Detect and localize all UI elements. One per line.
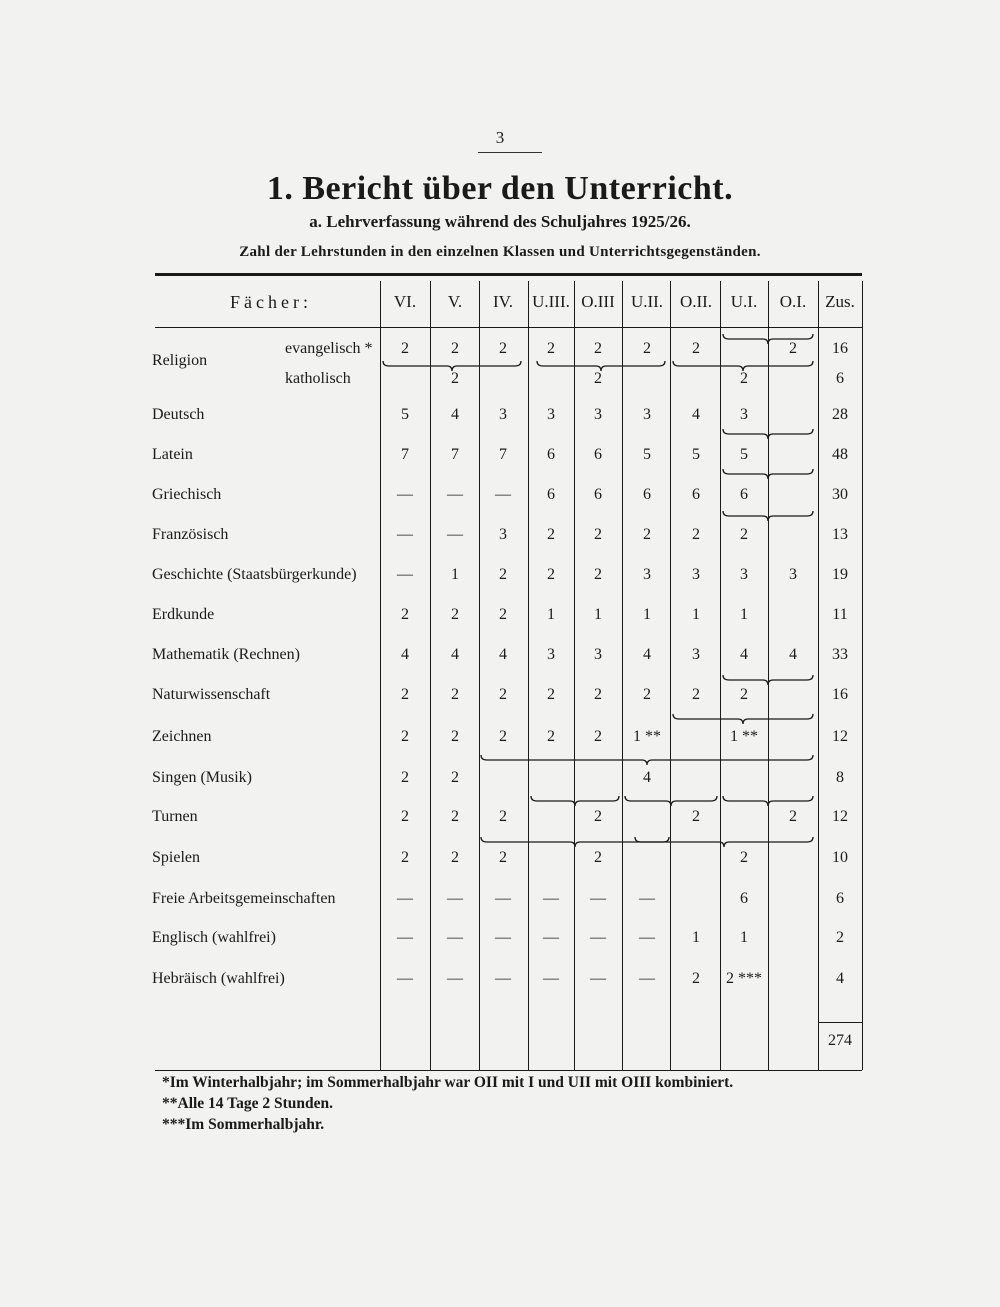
combined-classes-brace	[530, 795, 620, 807]
row-total: 12	[832, 728, 848, 745]
footnote-text: Alle 14 Tage 2 Stunden.	[177, 1095, 333, 1112]
page-title: 1. Bericht über den Unterricht.	[266, 170, 734, 207]
hours-cell: 1	[594, 606, 602, 623]
hours-cell: —	[397, 970, 413, 987]
hours-cell: 7	[451, 446, 459, 463]
hours-cell: 1	[692, 606, 700, 623]
hours-cell: 2	[401, 769, 409, 786]
subject-label: Französisch	[152, 526, 229, 543]
subject-label: Erdkunde	[152, 606, 215, 623]
page-number: 3	[495, 128, 505, 147]
hours-cell: 2	[499, 686, 507, 703]
hours-cell: 4	[740, 646, 748, 663]
table-caption: Zahl der Lehrstunden in den einzelnen Klassen und Unterrichtsgegenständen.	[239, 244, 761, 260]
hours-cell: 2	[594, 849, 602, 866]
hours-cell: 3	[499, 526, 507, 543]
combined-classes-brace	[722, 333, 814, 345]
subject-label: Freie Arbeitsgemeinschaften	[152, 890, 336, 907]
hours-cell: 2	[594, 686, 602, 703]
hours-cell: 1	[740, 606, 748, 623]
hours-cell: 6	[740, 890, 748, 907]
hours-cell: 2	[499, 566, 507, 583]
hours-cell: —	[639, 970, 655, 987]
hours-cell: 3	[692, 646, 700, 663]
hours-cell: 5	[401, 406, 409, 423]
column-divider	[862, 281, 863, 1070]
row-total: 16	[832, 686, 848, 703]
hours-cell: 2	[451, 686, 459, 703]
hours-cell: 2	[547, 526, 555, 543]
hours-cell: —	[397, 929, 413, 946]
hours-cell: —	[639, 890, 655, 907]
hours-cell: —	[590, 929, 606, 946]
hours-cell: 2	[692, 686, 700, 703]
hours-cell: 6	[594, 486, 602, 503]
hours-cell: 4	[643, 769, 651, 786]
class-header: U.I.	[730, 292, 758, 311]
row-total: 8	[836, 769, 844, 786]
row-total: 28	[832, 406, 848, 423]
combined-classes-brace	[722, 510, 814, 522]
row-total: 16	[832, 340, 848, 357]
hours-cell: 4	[451, 646, 459, 663]
combined-classes-brace	[722, 468, 814, 480]
class-header: O.II.	[679, 292, 713, 311]
hours-cell: 2	[740, 686, 748, 703]
subject-label: Zeichnen	[152, 728, 212, 745]
hours-cell: 2	[401, 606, 409, 623]
class-header: U.II.	[630, 292, 664, 311]
hours-cell: 5	[740, 446, 748, 463]
subject-label: Deutsch	[152, 406, 205, 423]
column-divider	[720, 281, 721, 1070]
column-divider	[818, 281, 819, 1070]
combined-classes-brace	[634, 836, 814, 848]
hours-cell: 3	[547, 406, 555, 423]
total-rule	[818, 1022, 862, 1023]
footnote-mark: *	[162, 1074, 170, 1091]
total-header: Zus.	[825, 292, 855, 311]
column-divider	[528, 281, 529, 1070]
row-total: 6	[836, 890, 844, 907]
subject-label: Singen (Musik)	[152, 769, 252, 786]
hours-cell: 3	[643, 566, 651, 583]
hours-cell: 6	[594, 446, 602, 463]
footnote-mark: ***	[162, 1116, 186, 1133]
hours-cell: 3	[789, 566, 797, 583]
class-header: O.III	[581, 292, 615, 311]
hours-cell: 6	[692, 486, 700, 503]
class-header: O.I.	[779, 292, 807, 311]
hours-cell: 2	[594, 728, 602, 745]
hours-cell: 3	[643, 406, 651, 423]
hours-cell: 2	[547, 728, 555, 745]
hours-cell: —	[495, 486, 511, 503]
subject-label: Naturwissenschaft	[152, 686, 271, 703]
hours-cell: —	[495, 890, 511, 907]
hours-cell: 3	[594, 646, 602, 663]
hours-cell: 2	[401, 728, 409, 745]
row-total: 19	[832, 566, 848, 583]
hours-cell: 2	[451, 849, 459, 866]
row-total: 6	[836, 370, 844, 387]
row-total: 33	[832, 646, 848, 663]
header-bottom-rule	[155, 327, 862, 328]
column-divider	[479, 281, 480, 1070]
hours-cell: 7	[401, 446, 409, 463]
hours-cell: 2	[643, 686, 651, 703]
combined-classes-brace	[382, 360, 522, 372]
hours-cell: 2	[499, 606, 507, 623]
hours-cell: 1	[692, 929, 700, 946]
hours-cell: 1	[547, 606, 555, 623]
hours-cell: 2	[594, 566, 602, 583]
combined-classes-brace	[624, 795, 718, 807]
hours-cell: —	[590, 890, 606, 907]
hours-cell: 2	[692, 808, 700, 825]
column-divider	[380, 281, 381, 1070]
hours-cell: 2	[547, 686, 555, 703]
table-bottom-rule	[155, 1070, 862, 1071]
grand-total: 274	[828, 1032, 852, 1049]
row-total: 10	[832, 849, 848, 866]
subject-sublabel: katholisch	[285, 370, 351, 387]
hours-cell: —	[397, 526, 413, 543]
hours-cell: 2	[451, 769, 459, 786]
hours-cell: 7	[499, 446, 507, 463]
hours-cell: 2	[740, 849, 748, 866]
hours-cell: —	[397, 566, 413, 583]
page-number-rule	[478, 152, 542, 153]
hours-cell: 2	[594, 370, 602, 387]
footnote-3	[162, 1116, 733, 1137]
class-header: U.III.	[532, 292, 570, 311]
subject-label: Mathematik (Rechnen)	[152, 646, 300, 663]
hours-cell: 2	[451, 606, 459, 623]
hours-cell: —	[543, 929, 559, 946]
hours-cell: 3	[547, 646, 555, 663]
hours-cell: —	[447, 970, 463, 987]
footnote-text: Im Winterhalbjahr; im Sommerhalbjahr war OII mit I und UII mit OIII kombiniert.	[169, 1074, 734, 1091]
hours-cell: —	[543, 970, 559, 987]
combined-classes-brace	[480, 754, 814, 766]
row-total: 4	[836, 970, 844, 987]
subject-label: Turnen	[152, 808, 198, 825]
column-divider	[574, 281, 575, 1070]
row-total: 12	[832, 808, 848, 825]
hours-cell: 1	[643, 606, 651, 623]
hours-cell: 2	[451, 340, 459, 357]
row-total: 13	[832, 526, 848, 543]
hours-cell: 2	[643, 526, 651, 543]
hours-cell: 2	[740, 526, 748, 543]
hours-cell: 3	[594, 406, 602, 423]
hours-cell: 2	[789, 340, 797, 357]
hours-cell: 2	[594, 340, 602, 357]
hours-cell: 3	[740, 566, 748, 583]
hours-cell: 2	[499, 728, 507, 745]
hours-cell: —	[397, 486, 413, 503]
subjects-header: Fächer:	[230, 292, 312, 312]
hours-cell: —	[447, 929, 463, 946]
hours-cell: 4	[401, 646, 409, 663]
hours-cell: 2	[401, 849, 409, 866]
row-total: 11	[832, 606, 848, 623]
hours-cell: 6	[740, 486, 748, 503]
hours-cell: 2	[547, 566, 555, 583]
hours-cell: 4	[451, 406, 459, 423]
hours-cell: 3	[692, 566, 700, 583]
hours-cell: 1 **	[633, 728, 661, 745]
hours-cell: 1	[451, 566, 459, 583]
hours-cell: 2	[499, 808, 507, 825]
class-header: V.	[447, 292, 463, 311]
hours-cell: 2	[451, 808, 459, 825]
hours-cell: —	[447, 526, 463, 543]
hours-cell: 2	[401, 686, 409, 703]
hours-cell: 4	[499, 646, 507, 663]
hours-cell: 2	[789, 808, 797, 825]
hours-cell: —	[590, 970, 606, 987]
row-total: 48	[832, 446, 848, 463]
hours-cell: 3	[740, 406, 748, 423]
subject-label: Geschichte (Staatsbürgerkunde)	[152, 566, 357, 583]
hours-cell: 4	[789, 646, 797, 663]
column-divider	[430, 281, 431, 1070]
hours-cell: 2	[740, 370, 748, 387]
footnote-1	[162, 1074, 733, 1095]
class-header: IV.	[493, 292, 513, 311]
hours-cell: —	[495, 970, 511, 987]
hours-cell: 2	[692, 340, 700, 357]
hours-cell: 6	[547, 446, 555, 463]
subject-sublabel: evangelisch *	[285, 340, 373, 357]
hours-cell: 4	[643, 646, 651, 663]
hours-cell: 3	[499, 406, 507, 423]
hours-cell: 2 ***	[726, 970, 762, 987]
hours-cell: 2	[692, 970, 700, 987]
hours-cell: —	[543, 890, 559, 907]
table-top-rule	[155, 273, 862, 276]
subject-label: Englisch (wahlfrei)	[152, 929, 276, 946]
footnotes	[162, 1074, 733, 1137]
hours-cell: 5	[692, 446, 700, 463]
hours-cell: —	[447, 890, 463, 907]
hours-cell: —	[397, 890, 413, 907]
hours-cell: 2	[401, 340, 409, 357]
hours-cell: 2	[401, 808, 409, 825]
combined-classes-brace	[722, 674, 814, 686]
combined-classes-brace	[672, 713, 814, 725]
footnote-mark: **	[162, 1095, 178, 1112]
hours-cell: 6	[547, 486, 555, 503]
column-divider	[670, 281, 671, 1070]
hours-cell: 2	[499, 340, 507, 357]
hours-cell: 2	[594, 808, 602, 825]
footnote-text: Im Sommerhalbjahr.	[185, 1116, 325, 1133]
hours-cell: 2	[451, 728, 459, 745]
hours-cell: —	[495, 929, 511, 946]
subject-label: Griechisch	[152, 486, 222, 503]
hours-cell: 4	[692, 406, 700, 423]
subject-label: Latein	[152, 446, 193, 463]
subject-label: Spielen	[152, 849, 200, 866]
row-total: 30	[832, 486, 848, 503]
hours-cell: 2	[547, 340, 555, 357]
subject-label: Religion	[152, 352, 208, 369]
column-divider	[622, 281, 623, 1070]
hours-cell: —	[639, 929, 655, 946]
hours-cell: 1 **	[730, 728, 758, 745]
combined-classes-brace	[722, 428, 814, 440]
subject-label: Hebräisch (wahlfrei)	[152, 970, 285, 987]
hours-cell: 6	[643, 486, 651, 503]
hours-cell: 1	[740, 929, 748, 946]
section-subtitle: a. Lehrverfassung während des Schuljahres 1925/26.	[309, 212, 691, 231]
hours-cell: 5	[643, 446, 651, 463]
hours-cell: 2	[499, 849, 507, 866]
hours-cell: —	[447, 486, 463, 503]
combined-classes-brace	[536, 360, 666, 372]
row-total: 2	[836, 929, 844, 946]
combined-classes-brace	[722, 795, 814, 807]
hours-cell: 2	[692, 526, 700, 543]
hours-cell: 2	[594, 526, 602, 543]
hours-cell: 2	[451, 370, 459, 387]
hours-cell: 2	[643, 340, 651, 357]
footnote-2	[162, 1095, 733, 1116]
class-header: VI.	[393, 292, 417, 311]
combined-classes-brace	[672, 360, 814, 372]
